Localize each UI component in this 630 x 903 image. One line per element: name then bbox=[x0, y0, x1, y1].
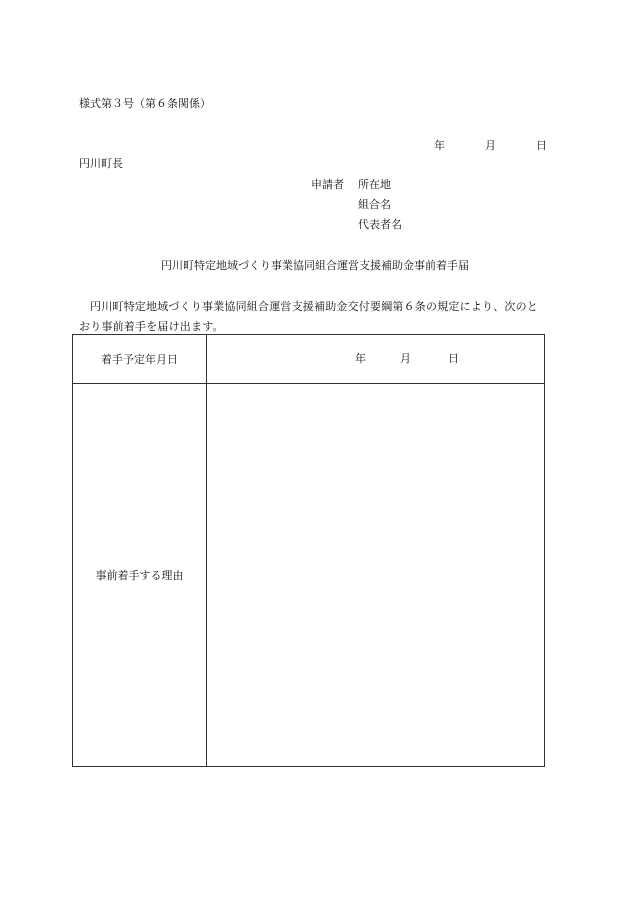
reason-value[interactable] bbox=[207, 383, 544, 766]
table-row-start-date bbox=[73, 335, 544, 384]
address-label: 所在地 bbox=[358, 178, 391, 191]
form-number: 様式第３号（第６条関係） bbox=[79, 97, 211, 110]
start-date-year-label: 年 bbox=[355, 352, 366, 365]
start-date-month-label: 月 bbox=[400, 352, 411, 365]
reason-label: 事前着手する理由 bbox=[73, 383, 207, 766]
applicant-label: 申請者 bbox=[311, 178, 344, 191]
union-name-label: 組合名 bbox=[358, 198, 391, 211]
representative-label: 代表者名 bbox=[358, 218, 402, 231]
form-table bbox=[72, 334, 545, 767]
addressee: 円川町長 bbox=[79, 157, 123, 170]
document-title: 円川町特定地域づくり事業協同組合運営支援補助金事前着手届 bbox=[161, 259, 469, 272]
date-day-label: 日 bbox=[536, 139, 547, 152]
date-year-label: 年 bbox=[434, 139, 445, 152]
body-text: 円川町特定地域づくり事業協同組合運営支援補助金交付要綱第６条の規定により、次のとおり事前着手を届け出ます。 bbox=[79, 300, 538, 333]
start-date-value[interactable] bbox=[207, 335, 544, 383]
table-row-reason bbox=[73, 383, 544, 766]
start-date-day-label: 日 bbox=[448, 352, 459, 365]
start-date-label: 着手予定年月日 bbox=[73, 335, 207, 383]
date-month-label: 月 bbox=[485, 139, 496, 152]
